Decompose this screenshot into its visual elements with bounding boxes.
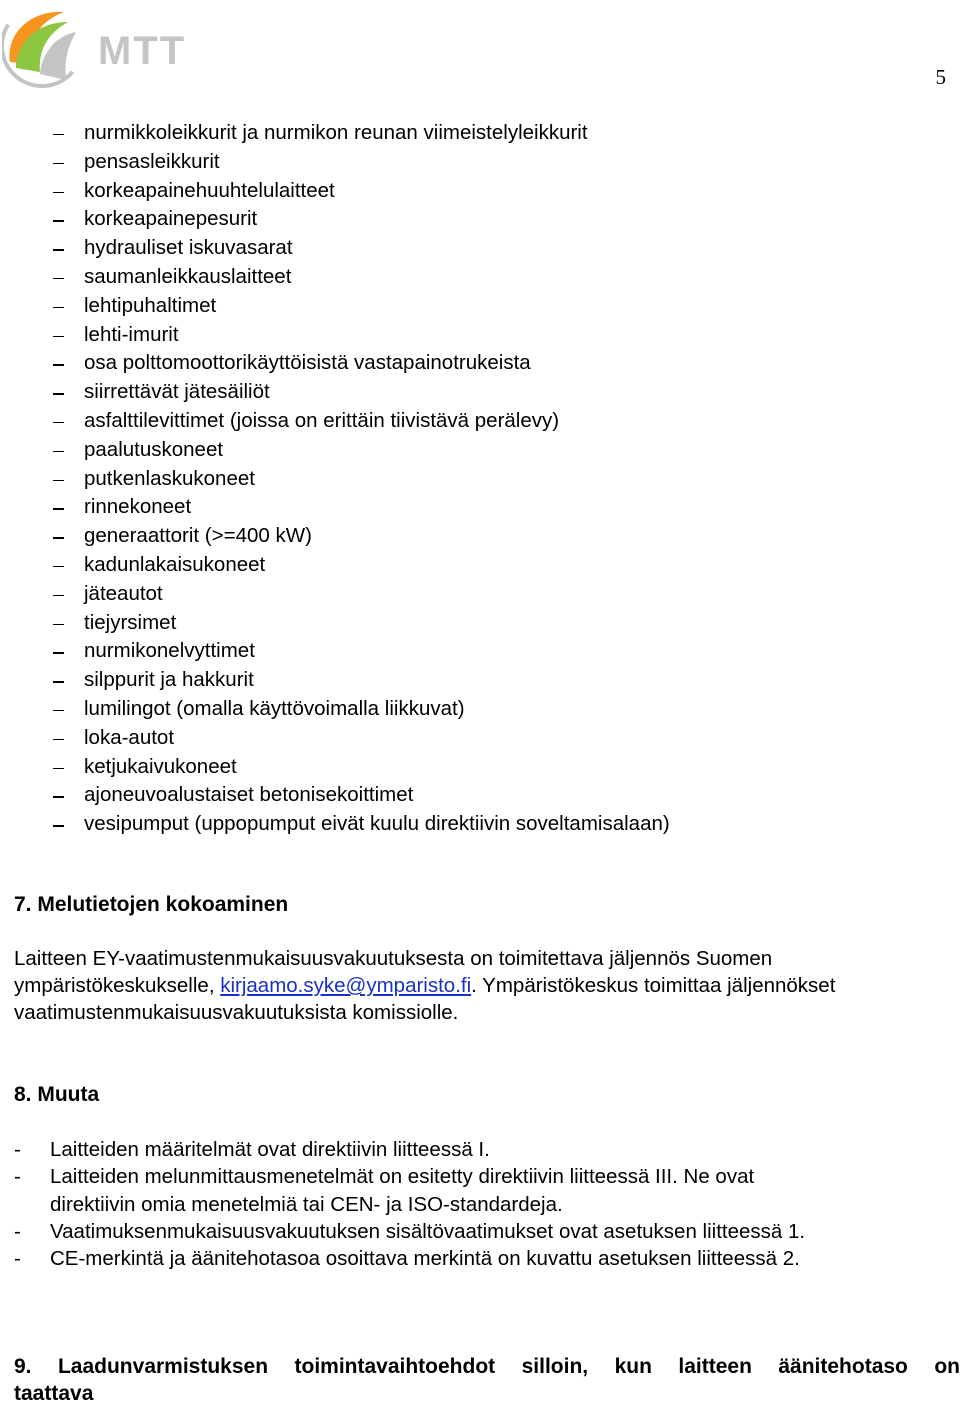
dash-icon [53,796,64,797]
dash-icon [53,681,64,682]
list-item [0,753,670,782]
list-item-text: kadunlakaisukoneet [84,552,266,576]
list-item [0,378,670,407]
list-item-text: saumanleikkauslaitteet [84,264,292,288]
list-item-text: korkeapainehuuhtelulaitteet [84,178,335,202]
dash-icon [53,451,64,452]
list-item-text: putkenlaskukoneet [84,466,255,490]
section-8-heading: 8. Muuta [14,1083,100,1106]
list-item-text: lehtipuhaltimet [84,293,217,317]
equipment-list [0,119,670,839]
mtt-logo [2,2,217,90]
dash-icon [53,307,64,308]
list-item-text: Vaatimuksenmukaisuusvakuutuksen sisältövaatimukset ovat asetuksen liitteessä 1. [50,1219,806,1243]
dash-icon [53,508,64,509]
list-item [0,781,670,810]
section-7-line-2 [14,972,960,999]
list-item [0,695,670,724]
list-item [0,321,670,350]
dash-icon [53,249,64,250]
section-7-line-1: Laitteen EY-vaatimustenmukaisuusvakuutuksesta on toimitettava jäljennös Suomen [14,947,773,970]
dash-icon [53,480,64,481]
list-item-text: Laitteiden määritelmät ovat direktiivin liitteessä I. [50,1138,490,1161]
list-item [0,1191,805,1218]
list-item-text: pensasleikkurit [84,149,220,173]
list-item [0,436,670,465]
hyphen-bullet: - [14,1247,21,1271]
email-link[interactable]: kirjaamo.syke@ymparisto.fi [220,974,472,997]
dash-icon [53,422,64,423]
list-item [0,465,670,494]
section-8-list [0,1136,805,1272]
list-item [0,810,670,839]
dash-icon [53,192,64,193]
hyphen-bullet: - [14,1219,21,1243]
list-item [0,580,670,609]
list-item [0,407,670,436]
logo-emblem-icon [2,2,98,90]
dash-icon [53,134,64,135]
list-item [0,263,670,292]
dash-icon [53,566,64,567]
list-item-text: lehti-imurit [84,322,179,346]
dash-icon [53,393,64,394]
list-item [0,119,670,148]
dash-icon [53,364,64,365]
list-item [0,1218,805,1245]
list-item [0,349,670,378]
dash-icon [53,710,64,711]
list-item-text: silppurit ja hakkurit [84,668,254,692]
list-item [0,551,670,580]
list-item-text: vesipumput (uppopumput eivät kuulu direktiivin soveltamisalaan) [84,812,670,836]
section-7-heading: 7. Melutietojen kokoaminen [14,893,289,916]
list-item-text: jäteautot [84,581,163,605]
section-7-line-2-pre: ympäristökeskukselle, [14,974,221,997]
dash-icon [53,825,64,826]
list-item-text: CE-merkintä ja äänitehotasoa osoittava merkintä on kuvattu asetuksen liitteessä 2. [50,1247,800,1271]
page-number: 5 [935,65,946,89]
list-item [0,666,670,695]
section-7-line-3: vaatimustenmukaisuusvakuutuksista komissiolle. [14,1001,459,1024]
list-item [0,609,670,638]
list-item-text: rinnekoneet [84,495,192,519]
section-9-heading-line-1: 9. Laadunvarmistuksen toimintavaihtoehdot silloin, kun laitteen äänitehotaso on [14,1355,960,1378]
list-item-text: loka-autot [84,725,175,749]
dash-icon [53,336,64,337]
hyphen-bullet: - [14,1165,21,1189]
list-item-text: nurmikonelvyttimet [84,639,255,663]
list-item-text: nurmikkoleikkurit ja nurmikon reunan viimeistelyleikkurit [84,121,588,144]
list-item-text: generaattorit (>=400 kW) [84,524,312,548]
list-item [0,724,670,753]
dash-icon [53,768,64,769]
list-item-text: paalutuskoneet [84,437,224,461]
hyphen-bullet: - [14,1138,21,1161]
list-item-text: osa polttomoottorikäyttöisistä vastapainotrukeista [84,351,531,375]
dash-icon [53,537,64,538]
list-item [0,148,670,177]
dash-icon [53,163,64,164]
list-item-text: tiejyrsimet [84,610,177,634]
section-9-heading-line-2: taattava [14,1382,94,1405]
list-item [0,177,670,206]
list-item [0,292,670,321]
dash-icon [53,652,64,653]
list-item [0,1136,805,1163]
dash-icon [53,278,64,279]
list-item-text: hydrauliset iskuvasarat [84,236,293,260]
list-item-text: lumilingot (omalla käyttövoimalla liikkuvat) [84,696,465,720]
list-item [0,637,670,666]
section-7-line-2-post: . Ympäristökeskus toimittaa jäljennökset [471,974,836,997]
list-item [0,234,670,263]
dash-icon [53,624,64,625]
dash-icon [53,739,64,740]
dash-icon [53,595,64,596]
list-item [0,205,670,234]
list-item [0,1245,805,1272]
list-item-text: ajoneuvoalustaiset betonisekoittimet [84,783,414,807]
logo-wordmark: MTT [98,29,187,73]
list-item-text: ketjukaivukoneet [84,754,237,778]
list-item-text: asfalttilevittimet (joissa on erittäin tiivistävä perälevy) [84,408,560,432]
list-item [0,522,670,551]
list-item-text: direktiivin omia menetelmiä tai CEN- ja ISO-standardeja. [50,1192,563,1216]
list-item-text: Laitteiden melunmittausmenetelmät on esitetty direktiivin liitteessä III. Ne ovat [50,1165,755,1189]
list-item [0,493,670,522]
dash-icon [53,220,64,221]
list-item [0,1163,805,1190]
list-item-text: siirrettävät jätesäiliöt [84,380,270,404]
list-item-text: korkeapainepesurit [84,207,258,231]
